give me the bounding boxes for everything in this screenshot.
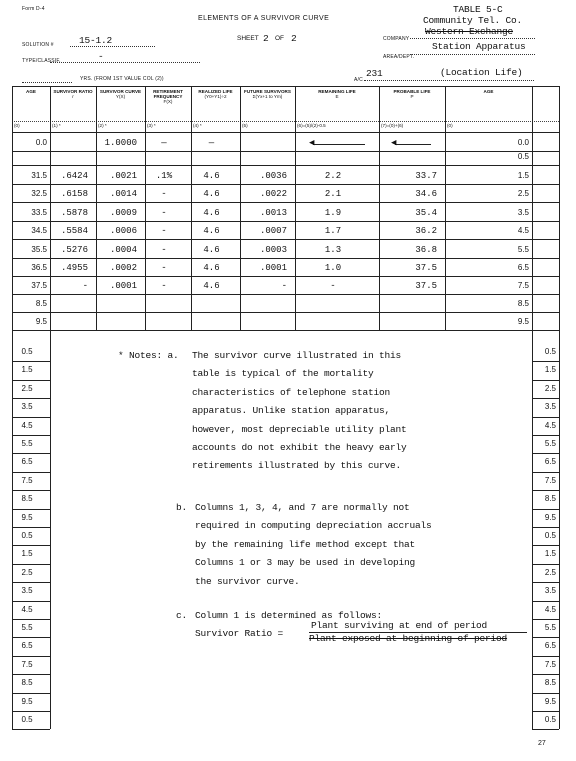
table-cell: — (208, 138, 215, 148)
table-cell: - (161, 263, 167, 273)
age-cell: 4.5 (544, 604, 556, 614)
age-cell: 7.5 (21, 475, 33, 485)
table-cell: 36.8 (415, 245, 437, 255)
age-cell: 4.5 (21, 604, 33, 614)
table-cell: 1.0000 (104, 138, 137, 148)
age-cell: 0.5 (544, 715, 556, 724)
table-cell: .0014 (109, 189, 137, 199)
type-label: TYPE/CLASSIF. (22, 58, 61, 64)
age-cell: 9.5 (544, 512, 556, 522)
age-cell: 2.5 (21, 567, 33, 577)
age-cell: 5.5 (21, 439, 33, 448)
age-cell: 8.5 (544, 678, 556, 688)
age-cell: 31.5 (31, 171, 47, 180)
age-cell: 3.5 (544, 402, 556, 412)
table-cell: - (281, 281, 287, 291)
area-value: Station Apparatus (432, 41, 526, 52)
table-cell: 4.6 (203, 281, 220, 291)
age-cell: 1.5 (544, 549, 556, 559)
location-life: (Location Life) (440, 67, 523, 78)
table-cell: 4.6 (203, 245, 220, 255)
age-cell: 33.5 (31, 208, 47, 217)
age-cell: 1.5 (21, 365, 33, 375)
age-cell: 5.5 (544, 439, 556, 448)
ratio-denominator: Plant exposed at beginning of period (309, 633, 508, 644)
table-cell: 1.0 (324, 263, 342, 273)
age-cell: 9.5 (35, 317, 47, 326)
ac-value: 231 (366, 68, 383, 79)
note-c-text: Column 1 is determined as follows: (195, 610, 383, 621)
column-number: (4) * (193, 123, 202, 128)
ac-label: A/C (354, 77, 363, 83)
table-cell: 4.6 (203, 171, 220, 181)
column-number: (0) (447, 123, 453, 128)
age-cell: 2.5 (517, 189, 529, 198)
table-cell: - (330, 281, 336, 291)
age-cell: 7.5 (517, 281, 529, 290)
age-cell: 7.5 (544, 475, 556, 485)
table-cell: 36.2 (415, 226, 437, 236)
table-cell: 4.6 (203, 208, 220, 218)
table-cell: 4.6 (203, 263, 220, 273)
table-cell: .0001 (259, 263, 287, 273)
column-header: AGE (26, 89, 36, 94)
table-cell: .0009 (109, 208, 137, 218)
table-cell: .0006 (109, 226, 137, 236)
column-header: SURVIVOR RATIO r (53, 89, 93, 99)
table-cell: .0021 (109, 171, 137, 181)
age-cell: 8.5 (517, 299, 529, 308)
age-cell: 9.5 (21, 512, 33, 522)
age-cell: 34.5 (31, 226, 47, 235)
table-cell: 37.5 (415, 263, 437, 273)
page-number: 27 (538, 740, 546, 747)
note-a-line: retirements illustrated by this curve. (192, 460, 402, 472)
column-header: AGE (483, 89, 494, 94)
note-c-label: c. (176, 610, 188, 621)
table-cell: .0003 (259, 245, 287, 255)
area-label: AREA/DEPT. (383, 54, 415, 60)
column-number: (6)=(5)/(2)-0.5 (297, 123, 326, 128)
table-cell: - (161, 281, 167, 291)
solution-value: 15-1.2 (79, 35, 113, 46)
sheet-value: 2 (263, 33, 269, 44)
table-reference: TABLE 5-C (453, 4, 503, 15)
table-cell: 4.6 (203, 226, 220, 236)
of-value: 2 (291, 33, 297, 44)
column-number: (7)=(0)+(6) (381, 123, 404, 128)
age-cell: 0.5 (544, 531, 556, 540)
arrow-left-icon: ◀ (309, 138, 315, 148)
ratio-numerator: Plant surviving at end of period (311, 620, 488, 631)
table-cell: .0036 (259, 171, 287, 181)
age-cell: 1.5 (21, 549, 33, 559)
age-cell: 5.5 (21, 623, 33, 632)
age-cell: 4.5 (544, 420, 556, 430)
age-cell: 3.5 (517, 208, 529, 217)
age-cell: 6.5 (21, 457, 33, 467)
table-cell: - (161, 226, 167, 236)
age-cell: 0.5 (544, 347, 556, 356)
table-cell: .4955 (60, 263, 88, 273)
note-a-line: apparatus. Unlike station apparatus, (192, 405, 391, 417)
table-cell: - (82, 281, 88, 291)
column-number: (5) (242, 123, 248, 128)
type-value: - (98, 51, 104, 62)
table-cell: 35.4 (415, 208, 437, 218)
table-cell: 1.9 (324, 208, 342, 218)
column-header: FUTURE SURVIVORS Σ(Yx+1 to Ym) (244, 89, 291, 99)
solution-label: SOLUTION # (22, 42, 54, 48)
age-cell: 3.5 (21, 402, 33, 412)
table-cell: .0022 (259, 189, 287, 199)
table-cell: 34.6 (415, 189, 437, 199)
table-cell: 1.7 (324, 226, 342, 236)
age-cell: 2.5 (21, 383, 33, 393)
age-cell: 8.5 (35, 299, 47, 308)
age-cell: 35.5 (31, 245, 47, 254)
age-cell: 1.5 (544, 365, 556, 375)
age-cell: 37.5 (31, 281, 47, 290)
note-b-line: the survivor curve. (195, 575, 300, 587)
age-cell: 8.5 (544, 494, 556, 504)
yrs-label: YRS. (FROM 1ST VALUE COL (2)) (80, 76, 164, 82)
sheet-label: SHEET (237, 35, 259, 42)
column-header: PROBABLE LIFE P (393, 89, 431, 99)
table-cell: .0002 (109, 263, 137, 273)
table-cell: 2.2 (324, 171, 342, 181)
table-cell: .6424 (60, 171, 88, 181)
note-a-line: however, most depreciable utility plant (192, 423, 407, 435)
arrow-left-icon: ◀ (391, 138, 397, 148)
age-cell: 3.5 (21, 586, 33, 596)
age-cell: 4.5 (517, 226, 529, 235)
age-cell: 36.5 (31, 263, 47, 272)
age-cell: 0.5 (21, 715, 33, 724)
column-number: (0) (14, 123, 20, 128)
table-cell: 33.7 (415, 171, 437, 181)
table-cell: - (161, 208, 167, 218)
company-struck: Western Exchange (425, 26, 514, 37)
age-cell: 4.5 (21, 420, 33, 430)
table-cell: .1% (155, 171, 173, 181)
age-cell: 7.5 (21, 659, 33, 669)
age-cell: 3.5 (544, 586, 556, 596)
table-cell: 37.5 (415, 281, 437, 291)
age-cell: 6.5 (544, 641, 556, 651)
column-header: REMAINING LIFE E (318, 89, 356, 99)
table-cell: 1.3 (324, 245, 342, 255)
survivor-ratio-label: Survivor Ratio = (195, 628, 284, 639)
age-cell: 32.5 (31, 189, 47, 198)
of-label: OF (275, 35, 285, 42)
form-title: ELEMENTS OF A SURVIVOR CURVE (198, 15, 330, 22)
column-number: (1) * (52, 123, 61, 128)
table-cell: .5276 (60, 245, 88, 255)
age-cell: 9.5 (517, 317, 529, 326)
age-cell: 6.5 (517, 263, 529, 272)
table-cell: 2.1 (324, 189, 342, 199)
note-b-line: Columns 1 or 3 may be used in developing (195, 557, 416, 569)
note-a-label: * Notes: a. (118, 350, 179, 361)
age-cell: 0.0 (517, 138, 529, 147)
note-b-line: required in computing depreciation accruals (195, 520, 432, 532)
age-cell: 6.5 (21, 641, 33, 651)
table-cell: .6158 (60, 189, 88, 199)
column-number: (3) * (147, 123, 156, 128)
age-cell: 8.5 (21, 678, 33, 688)
table-cell: .5878 (60, 208, 88, 218)
table-cell: .0007 (259, 226, 287, 236)
note-a-line: The survivor curve illustrated in this (192, 350, 402, 361)
column-header: SURVIVOR CURVE Y(X) (99, 89, 142, 99)
column-header: RETIREMENT FREQUENCY F(X) (153, 89, 183, 104)
age-cell: 8.5 (21, 494, 33, 504)
company-label: COMPANY (383, 36, 410, 42)
age-cell: 0.5 (21, 347, 33, 356)
table-cell: 4.6 (203, 189, 220, 199)
table-cell: .5584 (60, 226, 88, 236)
table-cell: - (161, 189, 167, 199)
company-value: Community Tel. Co. (423, 15, 523, 26)
age-cell: 0.5 (21, 531, 33, 540)
age-cell: 9.5 (21, 696, 33, 706)
age-cell: 2.5 (544, 383, 556, 393)
form-number: Form D-4 (22, 6, 45, 12)
note-a-line: table is typical of the mortality (192, 368, 374, 380)
age-cell: 5.5 (544, 623, 556, 632)
table-cell: .0001 (109, 281, 137, 291)
age-cell: 1.5 (517, 171, 529, 180)
age-cell: 9.5 (544, 696, 556, 706)
note-a-line: characteristics of telephone station (192, 386, 391, 398)
note-a-line: accounts do not exhibit the heavy early (192, 442, 407, 453)
age-cell: 0.0 (35, 138, 47, 147)
column-header: REALIZED LIFE (Y0+Y1)÷2 (198, 89, 233, 99)
age-cell: 0.5 (517, 152, 529, 161)
age-cell: 6.5 (544, 457, 556, 467)
table-cell: .0004 (109, 245, 137, 255)
table-cell: .0013 (259, 208, 287, 218)
note-b-label: b. (176, 502, 188, 513)
age-cell: 5.5 (517, 245, 529, 254)
note-b-line: Columns 1, 3, 4, and 7 are normally not (195, 502, 410, 513)
note-b-line: by the remaining life method except that (195, 538, 416, 550)
table-cell: - (161, 245, 167, 255)
age-cell: 2.5 (544, 567, 556, 577)
age-cell: 7.5 (544, 659, 556, 669)
table-cell: — (161, 138, 167, 148)
column-number: (2) * (98, 123, 107, 128)
